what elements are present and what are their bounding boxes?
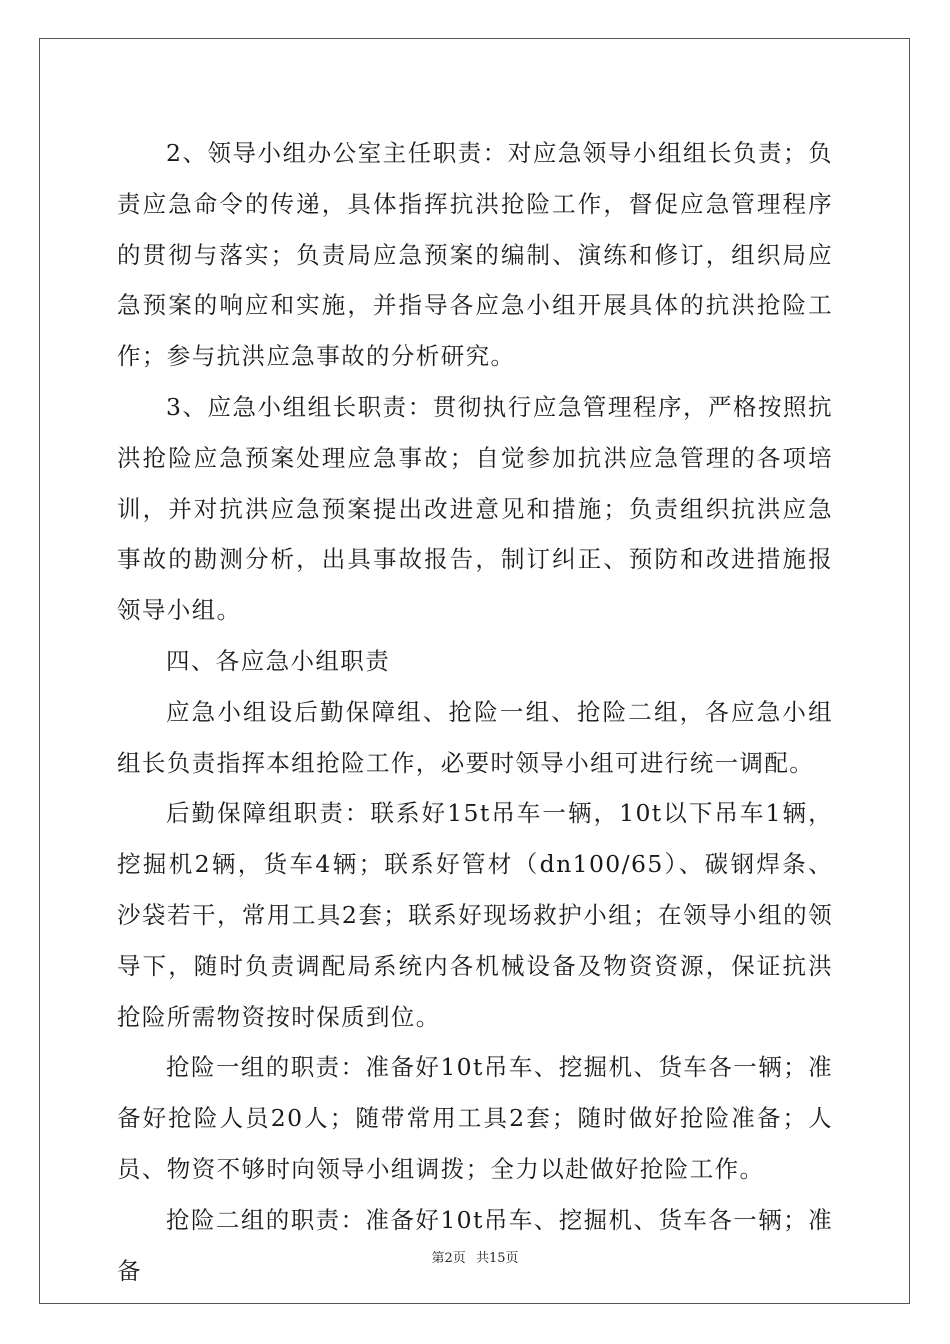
paragraph: 应急小组设后勤保障组、抢险一组、抢险二组，各应急小组组长负责指挥本组抢险工作，必要时领导小组可进行统一调配。 [117,697,833,777]
paragraph: 3、应急小组组长职责：贯彻执行应急管理程序，严格按照抗洪抢险应急预案处理应急事故；自觉参加抗洪应急管理的各项培训，并对抗洪应急预案提出改进意见和措施；负责组织抗洪应急事故的勘测分析，出具事故报告，制订纠正、预防和改进措施报领导小组。 [117,392,833,625]
paragraph: 抢险一组的职责：准备好10t吊车、挖掘机、货车各一辆；准备好抢险人员20人；随带常用工具2套；随时做好抢险准备；人员、物资不够时向领导小组调拨；全力以赴做好抢险工作。 [117,1053,833,1183]
page-footer [0,1247,950,1266]
page-number: 第2页 [431,1251,466,1266]
section-heading: 四、各应急小组职责 [166,646,391,675]
paragraph: 后勤保障组职责：联系好15t吊车一辆，10t以下吊车1辆，挖掘机2辆，货车4辆；联系好管材（dn100/65）、碳钢焊条、沙袋若干，常用工具2套；联系好现场救护小组；在领导小组的领导下，随时负责调配局系统内各机械设备及物资资源，保证抗洪抢险所需物资按时保质到位。 [117,799,833,1031]
page-total: 共15页 [475,1251,519,1266]
document-body [117,128,833,1296]
paragraph: 抢险二组的职责：准备好10t吊车、挖掘机、货车各一辆；准备 [117,1205,833,1285]
paragraph: 2、领导小组办公室主任职责：对应急领导小组组长负责；负责应急命令的传递，具体指挥抗洪抢险工作，督促应急管理程序的贯彻与落实；负责局应急预案的编制、演练和修订，组织局应急预案的响应和实施，并指导各应急小组开展具体的抗洪抢险工作；参与抗洪应急事故的分析研究。 [117,139,833,371]
